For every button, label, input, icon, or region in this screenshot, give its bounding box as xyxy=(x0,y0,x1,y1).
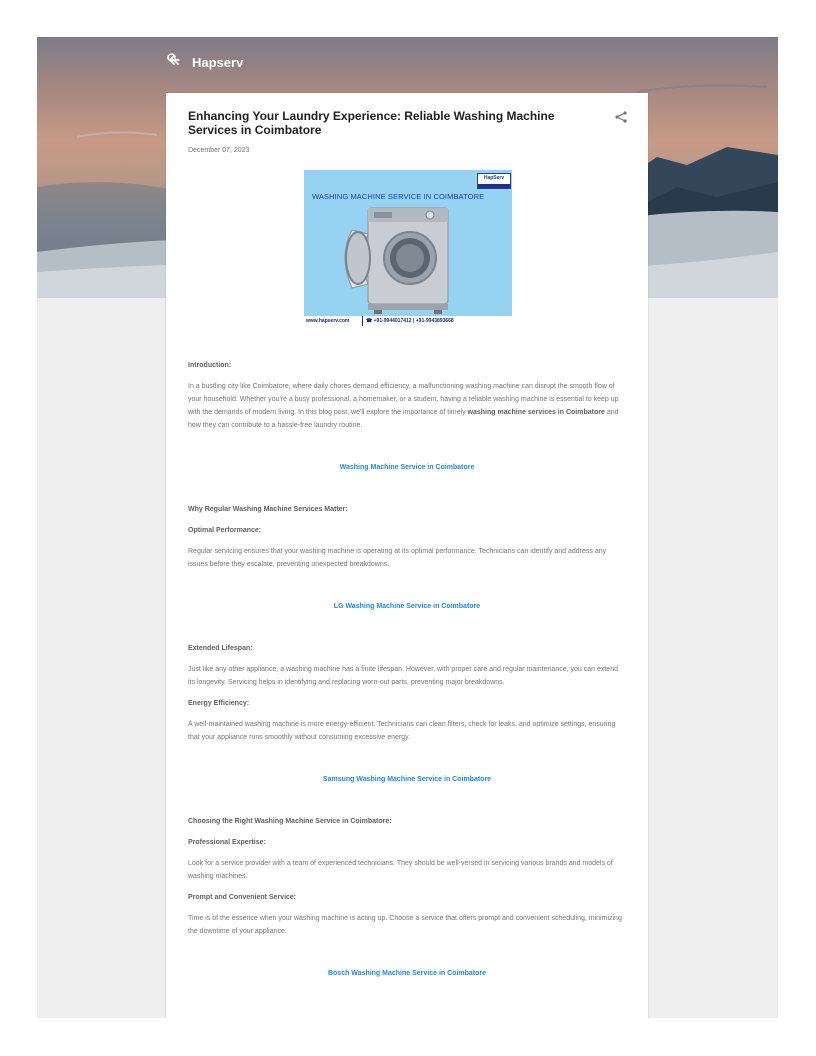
share-icon[interactable] xyxy=(614,110,628,124)
link-samsung-service[interactable]: Samsung Washing Machine Service in Coimbatore xyxy=(322,776,492,783)
prompt-service-paragraph: Time is of the essence when your washing machine is acting up. Choose a service that offers prompt and convenient scheduling, minimizing the downtime of your appliance. xyxy=(188,915,622,935)
post-featured-image[interactable] xyxy=(304,170,512,326)
section-heading-prompt-service: Prompt and Convenient Service: xyxy=(188,894,297,901)
search-icon[interactable] xyxy=(166,52,180,66)
energy-efficiency-paragraph: A well-maintained washing machine is more energy-efficient. Technicians can clean filters, check for leaks, and optimize settings, ensuring that your appliance runs smoothly without consuming excessive energy. xyxy=(188,721,616,741)
intro-paragraph xyxy=(188,380,626,432)
site-brand[interactable]: Hapserv xyxy=(192,55,244,70)
image-logo-text: HapServ xyxy=(483,175,505,181)
post-date: December 07, 2023 xyxy=(188,147,250,154)
extended-lifespan-paragraph: Just like any other appliance, a washing machine has a finite lifespan. However, with proper care and regular maintenance, you can extend its longevity. Servicing helps in identifying and replacing worn-out parts, preventing major breakdowns. xyxy=(188,666,618,686)
intro-bold-keyword: washing machine services in Coimbatore xyxy=(467,409,605,416)
washing-machine-illustration xyxy=(334,206,454,316)
intro-text-start: In a bustling city like Coimbatore, where daily chores demand efficiency, a malfunctioning washing machine can disrupt the smooth flow of your household. Whether you're a busy professional, a homemaker, or a student, having a reliable washing machine is essential to keep up with the demands of modern living. In this blog post, we'll explore the importance of timely xyxy=(188,383,619,416)
section-heading-extended-lifespan: Extended Lifespan: xyxy=(188,645,253,652)
section-heading-introduction: Introduction: xyxy=(188,362,232,369)
section-heading-why-services: Why Regular Washing Machine Services Matter: xyxy=(188,506,348,513)
image-website: www.hapserv.com xyxy=(306,318,350,324)
post-body xyxy=(188,359,626,980)
image-phones: ☎ +91-9944017412 | +91-9943893668 xyxy=(362,316,457,326)
link-bosch-service[interactable]: Bosch Washing Machine Service in Coimbatore xyxy=(327,970,487,977)
section-heading-choosing-service: Choosing the Right Washing Machine Service in Coimbatore: xyxy=(188,818,392,825)
post-card xyxy=(166,93,648,1018)
image-title: WASHING MACHINE SERVICE IN COIMBATORE xyxy=(312,192,485,201)
post-title: Enhancing Your Laundry Experience: Reliable Washing Machine Services in Coimbatore xyxy=(188,109,555,137)
professional-expertise-paragraph: Look for a service provider with a team of experienced technicians. They should be well-versed in servicing various brands and models of washing machines. xyxy=(188,860,613,880)
top-navigation-bar xyxy=(166,52,648,76)
section-heading-optimal-performance: Optimal Performance: xyxy=(188,527,262,534)
section-heading-energy-efficiency: Energy Efficiency: xyxy=(188,700,250,707)
image-contact-bar xyxy=(304,316,512,326)
image-logo xyxy=(477,173,511,189)
optimal-performance-paragraph: Regular servicing ensures that your washing machine is operating at its optimal performance. Technicians can identify and address any issues before they escalate, preventing unexpected breakdowns. xyxy=(188,548,607,568)
section-heading-professional-expertise: Professional Expertise: xyxy=(188,839,266,846)
page-frame xyxy=(37,37,778,1018)
link-washing-machine-service[interactable]: Washing Machine Service in Coimbatore xyxy=(339,464,475,471)
intro-text-end: and how they can contribute to a hassle-free laundry routine. xyxy=(188,409,619,429)
link-lg-service[interactable]: LG Washing Machine Service in Coimbatore xyxy=(333,603,481,610)
